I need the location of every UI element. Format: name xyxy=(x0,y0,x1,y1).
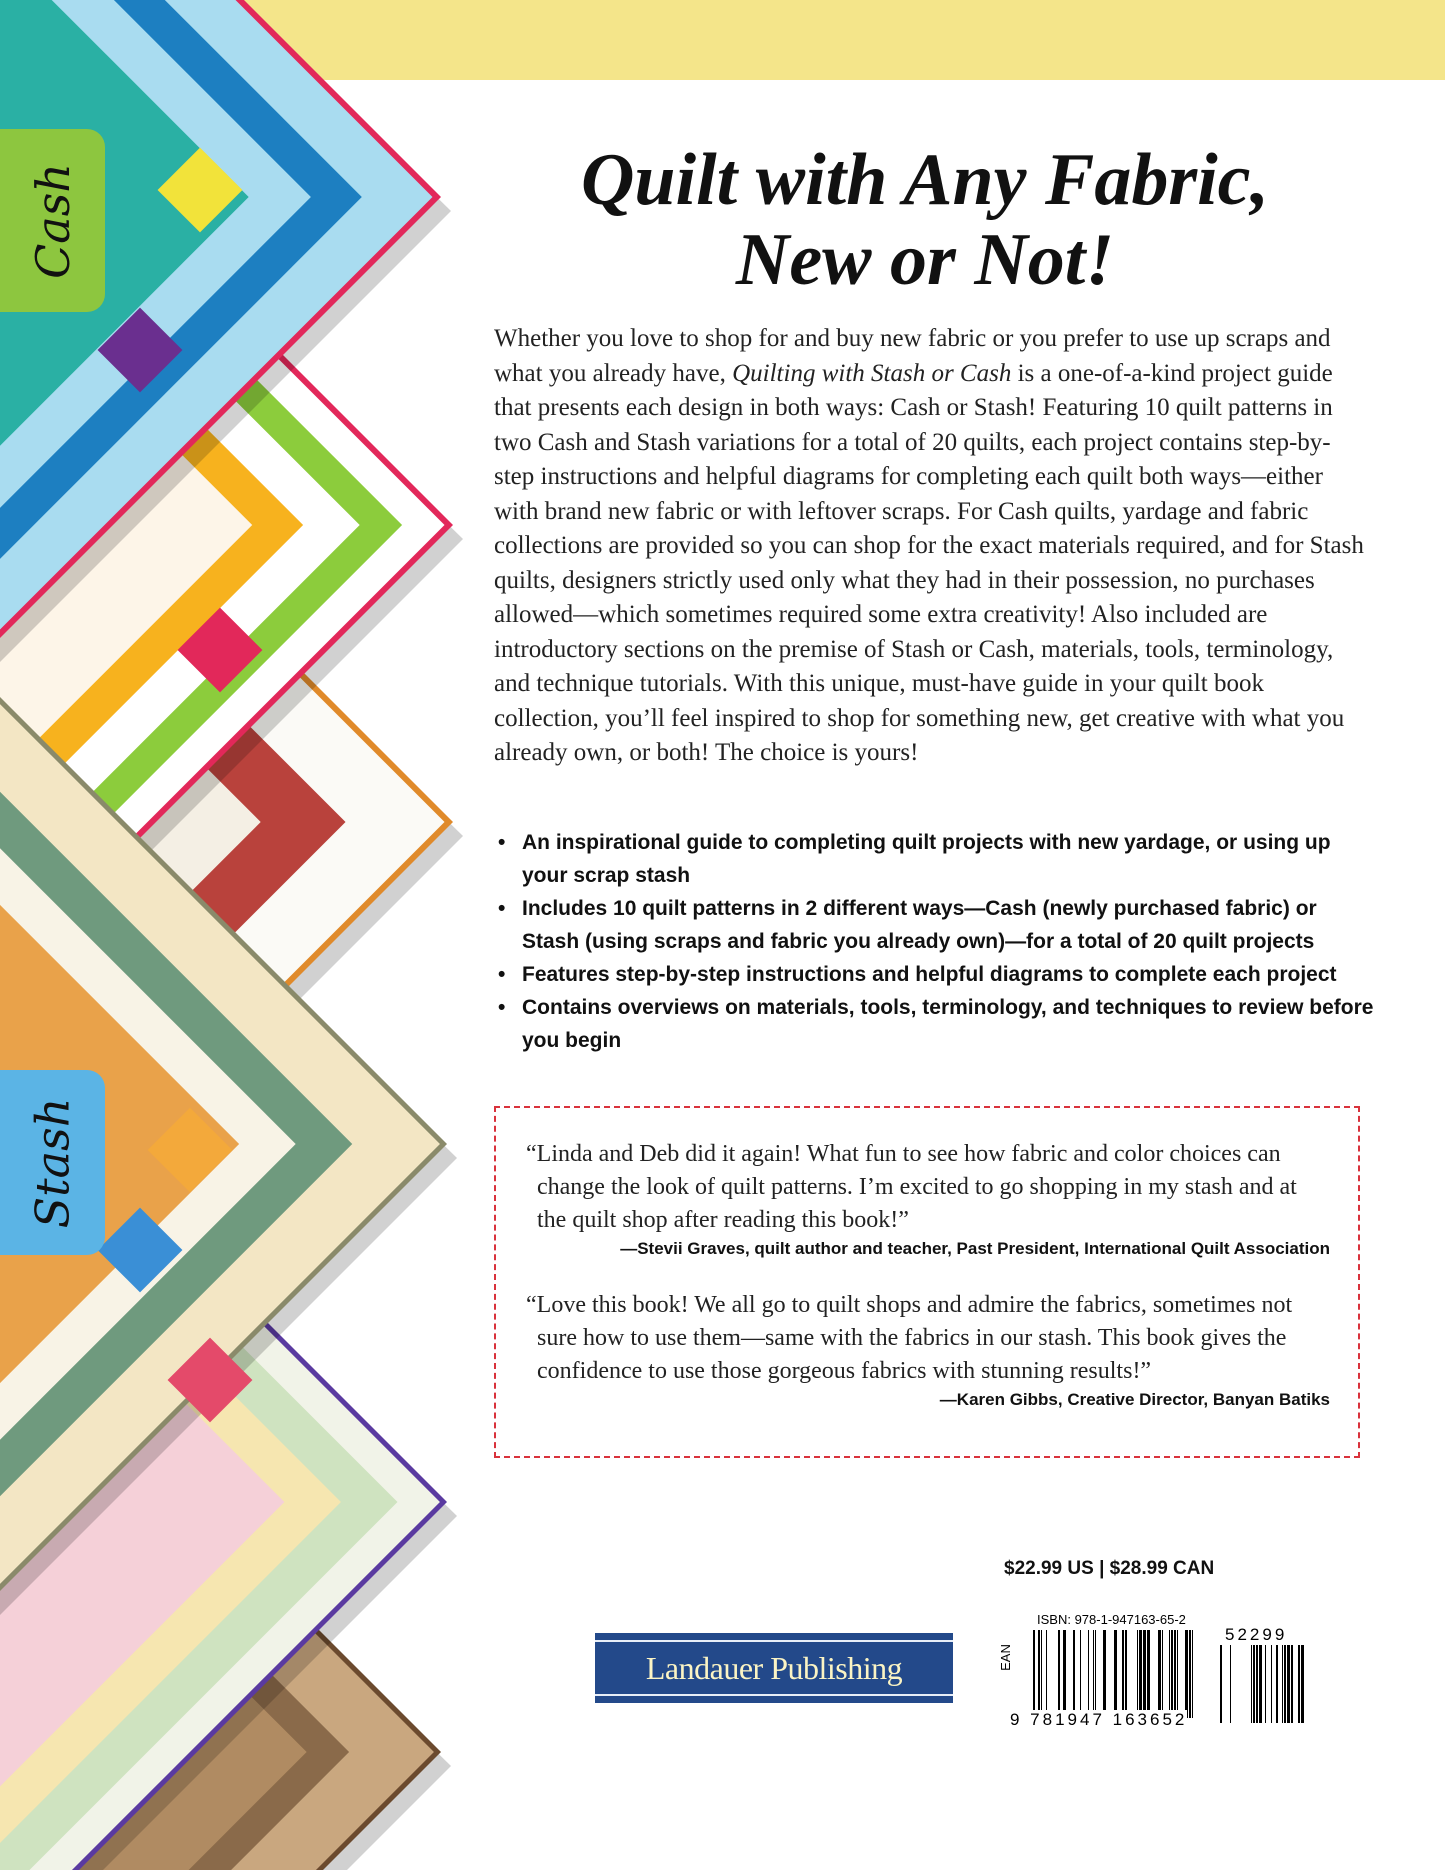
testimonials-box xyxy=(494,1106,1360,1458)
barcode-bar xyxy=(1256,1645,1258,1723)
barcode-bar xyxy=(1291,1645,1293,1723)
isbn: ISBN: 978-1-947163-65-2 xyxy=(1037,1612,1186,1627)
description-text-cont: is a one-of-a-kind project guide that presents each design in both ways: Cash or Stash! Featuring 10 quilt patterns in two Cash and Stash variations for a total of 20 quilts, each project contains step-by-step instructions and helpful diagrams for completing each quilt both ways—either with brand new fabric or with leftover scraps. For Cash quilts, yardage and fabric collections are provided so you can shop for the exact materials required, and for Stash quilts, designers strictly used only what they had in their possession, no purchases allowed—which sometimes required some extra creativity! Also included are introductory sections on the premise of Stash or Cash, materials, tools, terminology, and technique tutorials. With this unique, must-have guide in your quilt book collection, you’ll feel inspired to shop for something new, get creative with what you already own, or both! The choice is yours! xyxy=(494,359,1364,766)
barcode-bar xyxy=(1169,1630,1170,1718)
cash-tab-label: Cash xyxy=(25,162,80,279)
barcode-bar xyxy=(1046,1630,1047,1718)
barcode-bar xyxy=(1189,1630,1191,1718)
title-line-2: New or Not! xyxy=(735,219,1115,301)
feature-item: • Includes 10 quilt patterns in 2 different ways—Cash (newly purchased fabric) or Stash (using scraps and fabric you already own)—for a total of 20 quilt projects xyxy=(494,892,1374,958)
barcode-bar xyxy=(1143,1630,1146,1718)
barcode-bar xyxy=(1139,1630,1142,1718)
barcode-bar xyxy=(1220,1645,1222,1723)
barcode-bar xyxy=(1041,1630,1042,1718)
testimonial-attribution: —Stevii Graves, quilt author and teacher, Past President, International Quilt Association xyxy=(620,1239,1330,1258)
testimonial-attribution: —Karen Gibbs, Creative Director, Banyan Batiks xyxy=(939,1390,1330,1409)
barcode-bar xyxy=(1114,1630,1117,1718)
barcode-bar xyxy=(1301,1645,1304,1723)
page-title xyxy=(494,140,1356,300)
cash-tab xyxy=(0,129,105,312)
barcode-bar xyxy=(1073,1630,1075,1718)
publisher-logo xyxy=(595,1633,953,1703)
barcode-bar xyxy=(1253,1645,1255,1723)
barcode-addon-number: 52299 xyxy=(1225,1625,1288,1644)
barcode-bar xyxy=(1093,1630,1094,1718)
barcode-bar xyxy=(1088,1630,1089,1718)
barcode-bar xyxy=(1033,1630,1035,1718)
barcode-bar xyxy=(1298,1645,1300,1723)
barcode-bar xyxy=(1287,1645,1290,1723)
barcode-bar xyxy=(1259,1645,1262,1723)
barcode-bar xyxy=(1271,1645,1272,1723)
feature-item: • An inspirational guide to completing quilt projects with new yardage, or using up your scrap stash xyxy=(494,826,1374,892)
testimonial-quote: “Linda and Deb did it again! What fun to see how fabric and color choices can change the look of quilt patterns. I’m excited to go shopping in my stash and at the quilt shop after reading this book!” xyxy=(526,1141,1297,1233)
barcode-bar xyxy=(1125,1630,1127,1718)
barcode-bar xyxy=(1192,1630,1193,1718)
barcode-bar xyxy=(1038,1630,1040,1718)
description xyxy=(494,322,1364,771)
barcode-bar xyxy=(1174,1630,1176,1718)
barcode-bar xyxy=(1063,1630,1066,1718)
publisher-name: Landauer Publishing xyxy=(645,1649,903,1686)
barcode-bar xyxy=(1122,1630,1124,1718)
barcode-bar xyxy=(1251,1645,1252,1723)
testimonial-quote: “Love this book! We all go to quilt shops and admire the fabrics, sometimes not sure how to use them—same with the fabrics in our stash. This book gives the confidence to use those gorgeous fabrics with stunning results!” xyxy=(526,1292,1293,1384)
stash-tab-label: Stash xyxy=(25,1097,80,1228)
book-title-italic: Quilting with Stash or Cash xyxy=(732,359,1012,387)
barcode-bar xyxy=(1177,1630,1178,1718)
barcode-bar xyxy=(1162,1630,1163,1718)
barcode-bar xyxy=(1147,1630,1150,1718)
barcode-bar xyxy=(1171,1630,1173,1718)
barcode-bar xyxy=(1284,1645,1286,1723)
feature-list xyxy=(494,826,1374,1057)
barcode-bar xyxy=(1080,1630,1081,1718)
barcode-bar xyxy=(1137,1630,1138,1718)
barcode-bar xyxy=(1230,1645,1231,1723)
barcode-bar xyxy=(1058,1630,1060,1718)
ean-label: EAN xyxy=(997,1644,1013,1671)
feature-item: • Features step-by-step instructions and helpful diagrams to complete each project xyxy=(494,958,1374,991)
barcode-bar xyxy=(1158,1630,1161,1718)
barcode-number: 9 781947 163652 xyxy=(1010,1710,1188,1729)
barcode-bar xyxy=(1276,1645,1278,1723)
barcode-bar xyxy=(1095,1630,1096,1718)
price: $22.99 US | $28.99 CAN xyxy=(1004,1558,1215,1579)
description-text: Whether you love to shop for and buy new fabric or you prefer to use up scraps and what you already have, xyxy=(494,325,1331,387)
stash-tab xyxy=(0,1070,105,1255)
barcode-bar xyxy=(1103,1630,1106,1718)
feature-item: • Contains overviews on materials, tools, terminology, and techniques to review before you begin xyxy=(494,991,1374,1057)
barcode-bar xyxy=(1282,1645,1283,1723)
title-line-1: Quilt with Any Fabric, xyxy=(580,139,1270,221)
barcode-bar xyxy=(1185,1630,1188,1718)
barcode-bar xyxy=(1265,1645,1266,1723)
